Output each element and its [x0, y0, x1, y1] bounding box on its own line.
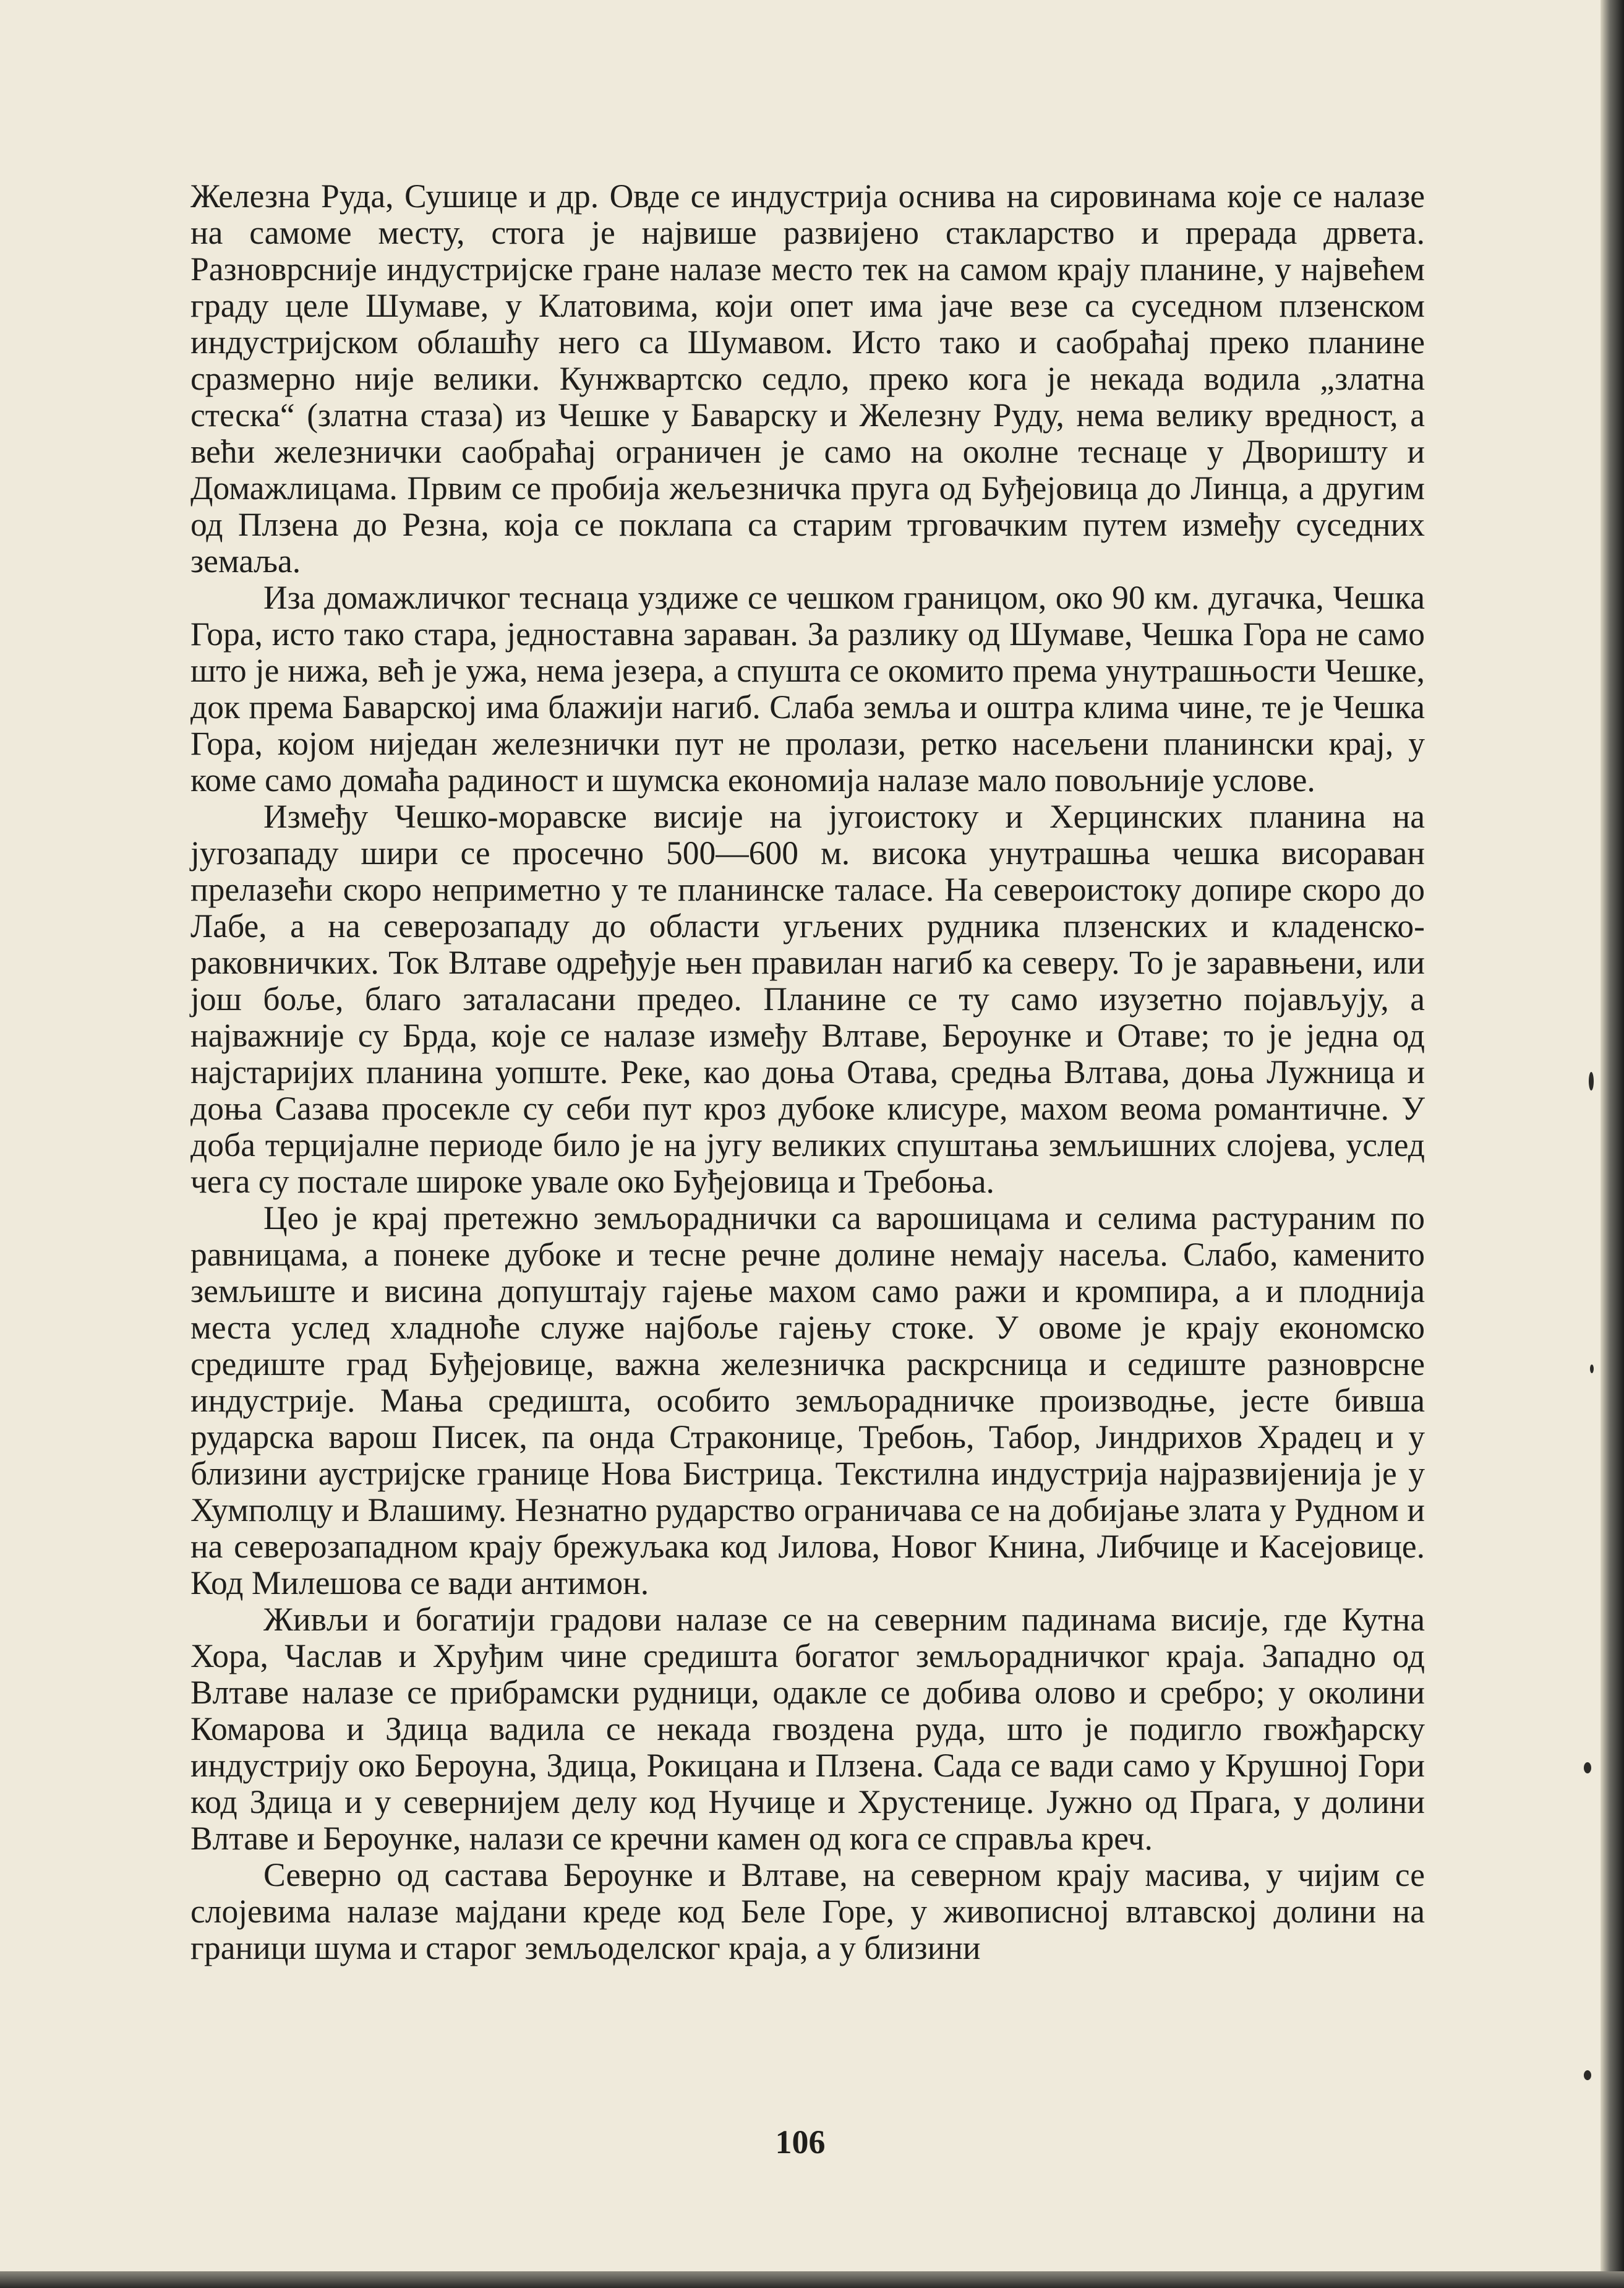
margin-speck-3: [1584, 1762, 1591, 1773]
margin-speck-1: [1589, 1072, 1594, 1090]
page-number: 106: [775, 2123, 826, 2161]
paragraph-6: Северно од састава Бероунке и Влтаве, на северном крају масива, у чијим се слојевима налазе мајдани креде код Беле Горе, у живописној влтавској долини на граници шума и старог земљоделског краја, а у близини: [190, 1856, 1425, 1966]
paragraph-5: Живљи и богатији градови налазе се на северним падинама висије, где Кутна Хора, Часлав и Хруђим чине средишта богатог земљорадничког краја. Западно од Влтаве налазе се прибрамски рудници, одакле се добива олово и сребро; у околини Комарова и Здица вадила се некада гвоздена руда, што је подигло гвожђарску индустрију око Бероуна, Здица, Рокицана и Плзена. Сада се вади само у Крушној Гори код Здица и у севернијем делу код Нучице и Хрустенице. Јужно од Прага, у долини Влтаве и Бероунке, налази се кречни камен од кога се справља креч.: [190, 1601, 1425, 1857]
margin-speck-2: [1590, 1365, 1594, 1373]
paragraph-3: Између Чешко-моравске висије на југоистоку и Херцинских планина на југозападу шири се просечно 500—600 м. висока унутрашња чешка висораван прелазећи скоро неприметно у те планинске таласе. На североистоку допире скоро до Лабе, а на северозападу до области угљених рудника плзенских и кладенско-раковничких. Ток Влтаве одређује њен правилан нагиб ка северу. То је заравњени, или још боље, благо заталасани предео. Планине се ту само изузетно појављују, а најважније су Брда, које се налазе између Влтаве, Бероунке и Отаве; то је једна од најстаријих планина уопште. Реке, као доња Отава, средња Влтава, доња Лужница и доња Сазава просекле су себи пут кроз дубоке клисуре, махом веома романтичне. У доба терцијалне периоде било је на југу великих спуштања земљишних слојева, услед чега су постале широке увале око Буђејовица и Трeбоња.: [190, 798, 1425, 1200]
body-text: [190, 178, 1425, 1966]
paragraph-4: Цео је крај претежно земљораднички са варошицама и селима растураним по равницама, а понеке дубоке и тесне речне долине немају насеља. Слабо, каменито земљиште и висина допуштају гајење махом само ражи и кромпира, а и плоднија места услед хладноће служе најбоље гајењу стоке. У овоме је крају економско средиште град Буђејовице, важна железничка раскрсница и седиште разноврсне индустрије. Мања средишта, особито земљорадничке производње, јесте бивша рударска варош Писек, па онда Страконице, Требоњ, Табор, Јиндрихов Храдец и у близини аустријске границе Нова Бистрица. Текстилна индустрија најразвијенија је у Хумполцу и Влашиму. Незнатно рударство ограничава се на добијање злата у Рудном и на северозападном крају брежуљака код Јилова, Новог Книна, Либчице и Касејовице. Код Милешова се вади антимон.: [190, 1199, 1425, 1601]
margin-speck-4: [1584, 2070, 1591, 2080]
page-bottom-shadow: [0, 2271, 1624, 2288]
paragraph-2: Иза домажличког теснаца уздиже се чешком границом, око 90 км. дугачка, Чешка Гора, исто тако стара, једноставна зараван. За разлику од Шумаве, Чешка Гора не само што је нижа, већ је ужа, нема језера, а спушта се окомито према унутрашњости Чешке, док према Баварској има блажији нагиб. Слаба земља и оштра клима чине, те је Чешка Гора, којом ниједан железнички пут не пролази, ретко насељени планински крај, у коме само домаћа радиност и шумска економија налазе мало повољније услове.: [190, 579, 1425, 799]
paragraph-1: Железна Руда, Сушице и др. Овде се индустрија оснива на сировинама које се налазе на самоме месту, стога је највише развијено стакларство и прерада дрвета. Разноврсније индустријске гране налазе место тек на самом крају планине, у највећем граду целе Шумаве, у Клатовима, који опет има јаче везе са суседном плзенском индустријском облашћу него са Шумавом. Исто тако и саобраћај преко планине сразмерно није велики. Кунжвартско седло, преко кога је некада водила „златна стеска“ (златна стаза) из Чешке у Баварску и Железну Руду, нема велику вредност, а већи железнички саобраћај ограничен је само на околне теснаце у Дворишту и Домажлицама. Првим се пробија жељезничка пруга од Буђејовица до Линца, а другим од Плзена до Резна, која се поклапа са старим трговачким путем између суседних земаља.: [190, 178, 1425, 580]
page-edge-shadow: [1600, 0, 1624, 2288]
